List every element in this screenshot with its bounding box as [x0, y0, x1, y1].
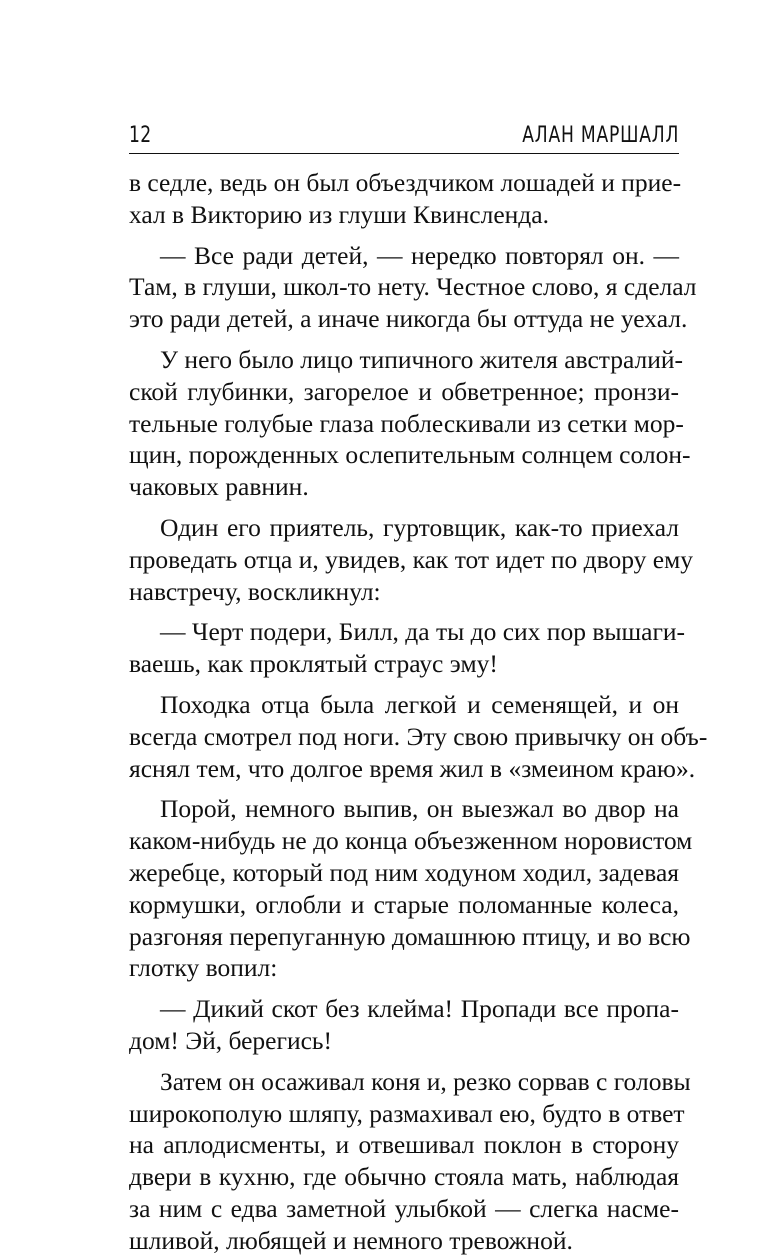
text-line: шливой, любящей и немного тревожной. [129, 1225, 573, 1255]
paragraph [129, 993, 679, 1057]
paragraph [129, 240, 697, 335]
paragraph-gap [129, 984, 679, 993]
text-line: в седле, ведь он был объездчиком лошадей и прие- [129, 168, 682, 197]
text-line: за ним с едва заметной улыбкой — слегка насме- [129, 1193, 679, 1223]
text-line: тельные голубые глаза поблескивали из сетки мор- [129, 408, 684, 438]
paragraph [129, 167, 682, 231]
text-line: хал в Викторию из глуши Квинсленда. [129, 199, 549, 229]
text-line: У него было лицо типичного жителя австралий- [160, 344, 684, 374]
text-line: дом! Эй, берегись! [129, 1025, 333, 1055]
text-line: — Черт подери, Билл, да ты до сих пор вышаги- [160, 617, 686, 647]
text-line: двери в кухню, где обычно стояла мать, наблюдая [129, 1162, 679, 1192]
text-line: яснял тем, что долгое время жил в «змеином краю». [129, 753, 696, 783]
paragraph [129, 616, 686, 680]
text-line: Походка отца была легкой и семенящей, и он [160, 689, 679, 719]
paragraph-gap [129, 680, 679, 689]
paragraph [129, 689, 708, 784]
text-line: Затем он осаживал коня и, резко сорвав с головы [160, 1066, 691, 1096]
text-line: навстречу, воскликнул: [129, 576, 381, 606]
paragraph [129, 1066, 691, 1257]
text-line: глотку вопил: [129, 953, 278, 983]
text-line: жеребце, который под ним ходуном ходил, задевая [129, 857, 679, 887]
text-line: это ради детей, а иначе никогда бы оттуда не уехал. [129, 304, 688, 334]
paragraph-gap [129, 503, 679, 512]
text-line: всегда смотрел под ноги. Эту свою привычку он объ- [129, 721, 708, 751]
paragraph-gap [129, 607, 679, 616]
book-author: АЛАН МАРШАЛЛ [522, 123, 679, 148]
text-line: ваешь, как проклятый страус эму! [129, 649, 498, 679]
text-line: Один его приятель, гуртовщик, как-то приехал [160, 512, 679, 542]
text-line: ской глубинки, загорелое и обветренное; пронзи- [129, 376, 679, 406]
text-line: разгоняя перепуганную домашнюю птицу, и во всю [129, 921, 691, 951]
paragraph [129, 793, 693, 984]
text-line: Там, в глуши, школ-то нету. Честное слово, я сделал [129, 272, 697, 302]
text-line: каком-нибудь не до конца объезженном норовистом [129, 826, 693, 856]
text-line: широкополую шляпу, размахивал ею, будто в ответ [129, 1098, 685, 1128]
text-line: Порой, немного выпив, он выезжал во двор на [160, 794, 679, 824]
paragraph-gap [129, 231, 679, 240]
paragraph-gap [129, 335, 679, 344]
running-header [129, 117, 679, 154]
text-line: кормушки, оглобли и старые поломанные колеса, [129, 889, 679, 919]
text-line: щин, порожденных ослепительным солнцем солон- [129, 440, 691, 470]
paragraph [129, 512, 694, 607]
page-number: 12 [129, 123, 152, 148]
paragraph-gap [129, 784, 679, 793]
text-line: — Все ради детей, — нередко повторял он. — [160, 240, 679, 270]
paragraph-gap [129, 1057, 679, 1066]
body-text [129, 167, 708, 1257]
text-line: на аплодисменты, и отвешивал поклон в сторону [129, 1130, 679, 1160]
text-line: чаковых равнин. [129, 472, 309, 502]
text-line: — Дикий скот без клейма! Пропади все пропа- [160, 994, 679, 1024]
paragraph [129, 344, 691, 503]
text-line: проведать отца и, увидев, как тот идет по двору ему [129, 544, 694, 574]
